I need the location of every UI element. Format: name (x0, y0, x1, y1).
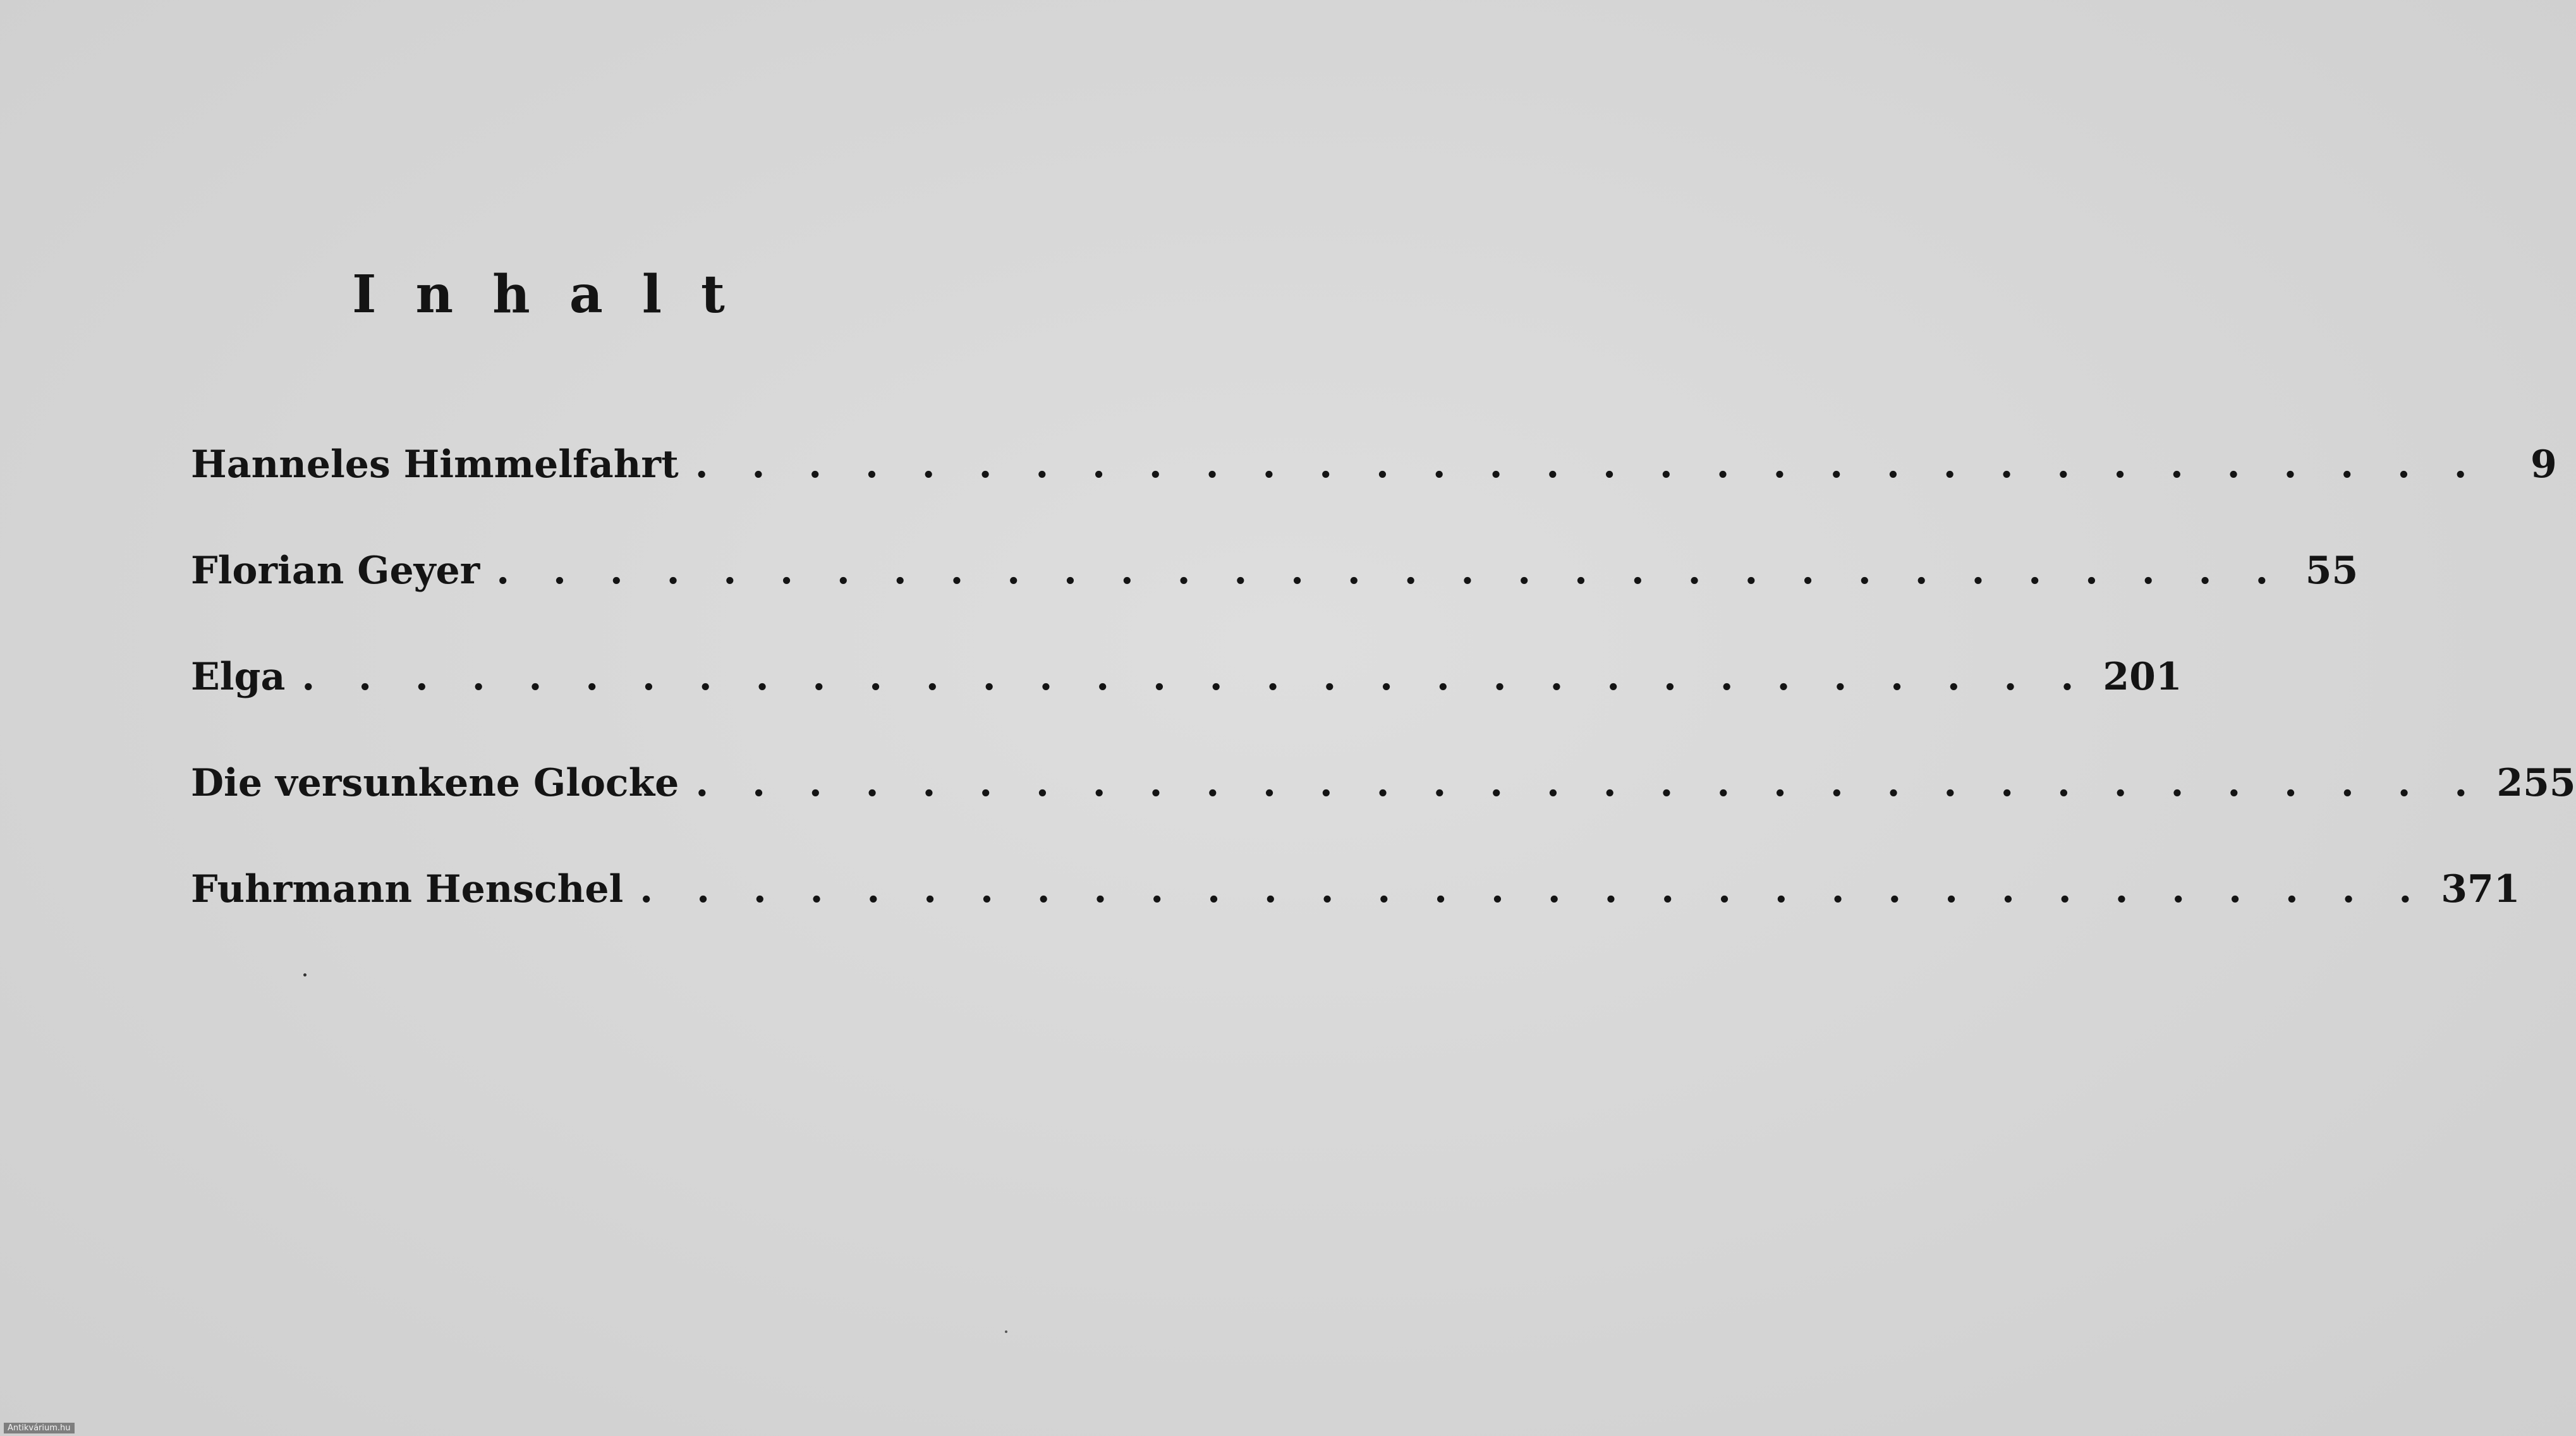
toc-dot-leader: . . . . . . . . . . . . . . . . . . . . . . . . . . . . . . . . (301, 655, 2089, 699)
toc-entry (191, 549, 2359, 658)
toc-dot-leader: . . . . . . . . . . . . . . . . . . . . . . . . . . . . . . . . (640, 867, 2427, 911)
toc-entry-title: Fuhrmann Henschel (191, 867, 624, 911)
toc-entry-page: 201 (2103, 655, 2182, 699)
toc-entry-title: Florian Geyer (191, 549, 480, 593)
toc-dot-leader: . . . . . . . . . . . . . . . . . . . . . . . . . . . . . . . . (695, 761, 2483, 805)
toc-entry-page: 55 (2305, 549, 2359, 593)
toc-entry (191, 655, 2182, 764)
page-title: Inhalt (352, 264, 764, 325)
toc-entry (191, 761, 2576, 870)
paper-speck (1005, 1330, 1007, 1333)
toc-entry (191, 867, 2520, 977)
toc-entry-page: 9 (2530, 442, 2557, 487)
toc-entry-page: 371 (2441, 867, 2520, 911)
toc-entry-title: Elga (191, 655, 286, 699)
toc-dot-leader: . . . . . . . . . . . . . . . . . . . . . . . . . . . . . . . . (496, 549, 2284, 593)
toc-entry-page: 255 (2496, 761, 2576, 805)
toc-entry-title: Die versunkene Glocke (191, 761, 679, 805)
table-of-contents (191, 442, 2576, 977)
toc-dot-leader: . . . . . . . . . . . . . . . . . . . . . . . . . . . . . . . . (695, 442, 2482, 487)
paper-speck (303, 973, 307, 977)
toc-entry (191, 442, 2557, 552)
toc-entry-title: Hanneles Himmelfahrt (191, 442, 679, 487)
watermark: Antikvárium.hu (4, 1423, 75, 1433)
